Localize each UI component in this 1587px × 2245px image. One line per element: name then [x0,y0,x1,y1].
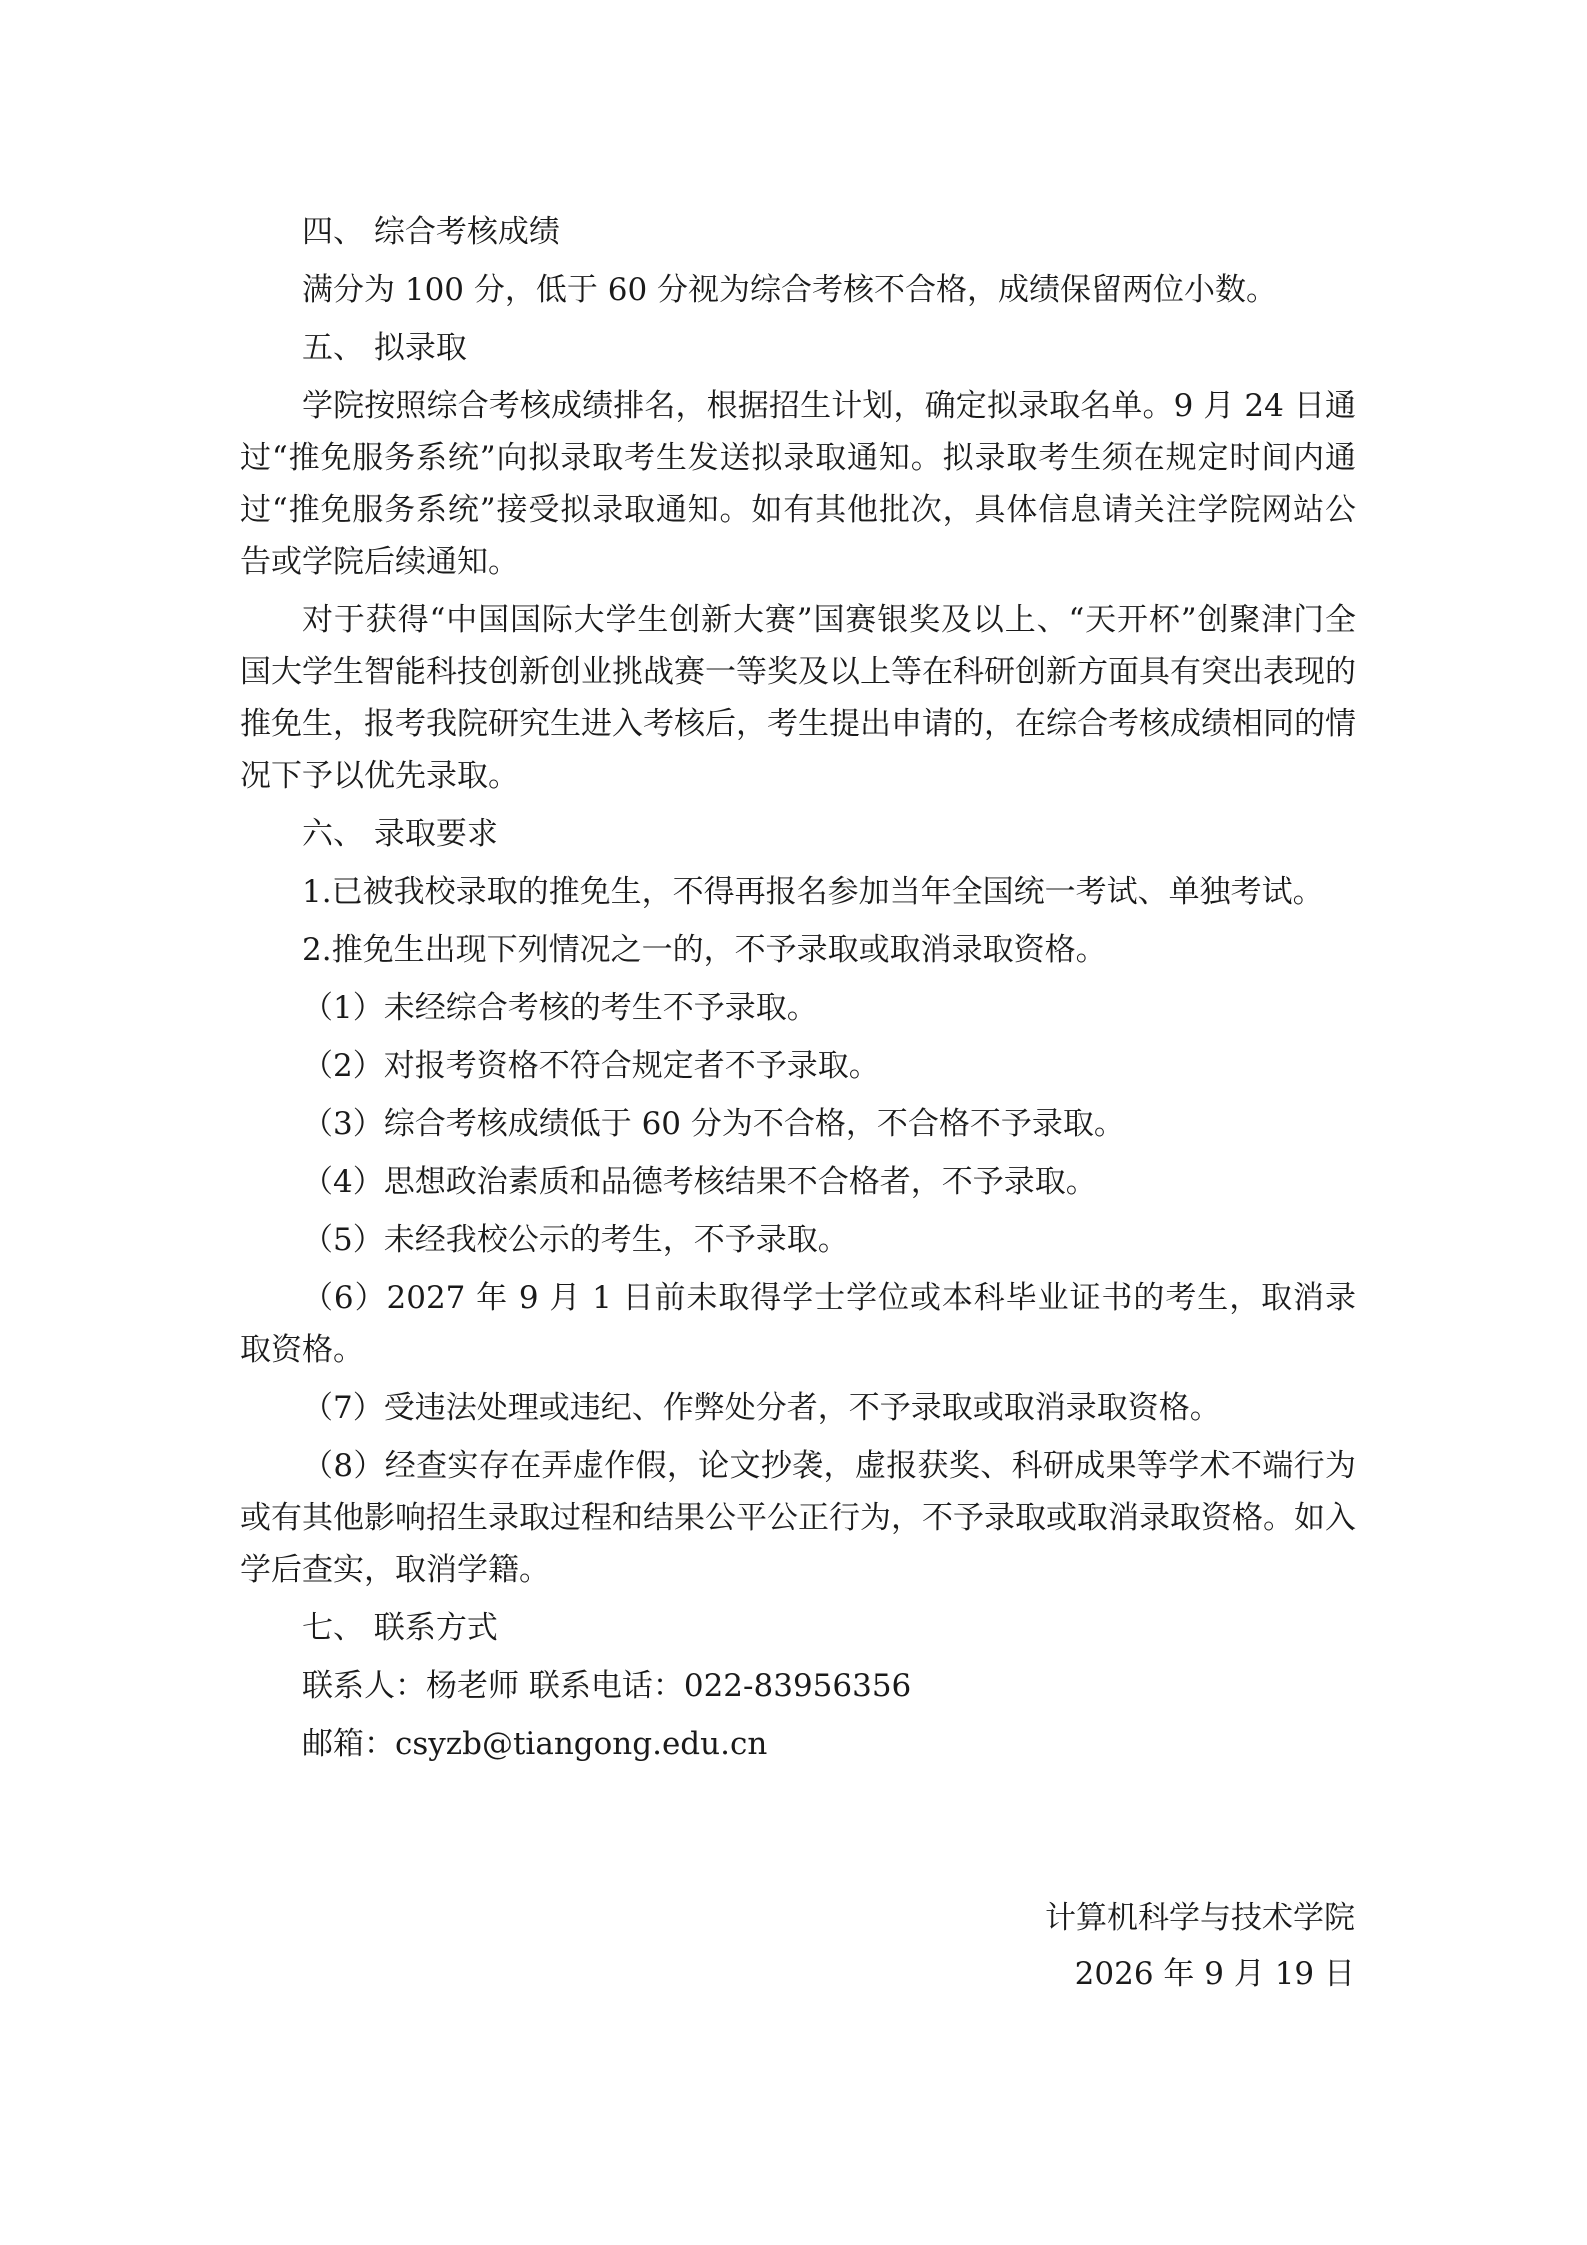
email-line: 邮箱：csyzb@tiangong.edu.cn [302,1726,768,1762]
section-5-paragraph-2: 对于获得“中国国际大学生创新大赛”国赛银奖及以上、“天开杯”创聚津门全国大学生智能科技创新创业挑战赛一等奖及以上等在科研创新方面具有突出表现的推免生，报考我院研究生进入考核后，考生提出申请的，在综合考核成绩相同的情况下予以优先录取。 [240,602,1356,794]
section-6-sub-8: （8）经查实存在弄虚作假，论文抄袭，虚报获奖、科研成果等学术不端行为或有其他影响招生录取过程和结果公平公正行为，不予录取或取消录取资格。如入学后查实，取消学籍。 [240,1448,1356,1588]
signature-organization: 计算机科学与技术学院 [1045,1900,1355,1936]
section-4-text: 满分为 100 分，低于 60 分视为综合考核不合格，成绩保留两位小数。 [302,272,1278,308]
section-6-item-2: 2.推免生出现下列情况之一的，不予录取或取消录取资格。 [302,932,1107,968]
section-6-sub-6: （6）2027 年 9 月 1 日前未取得学士学位或本科毕业证书的考生，取消录取资格。 [240,1280,1356,1368]
section-6-sub-4: （4）思想政治素质和品德考核结果不合格者，不予录取。 [302,1164,1097,1200]
section-6-sub-1: （1）未经综合考核的考生不予录取。 [302,990,818,1026]
section-6-item-1: 1.已被我校录取的推免生，不得再报名参加当年全国统一考试、单独考试。 [302,874,1324,910]
contact-line: 联系人：杨老师 联系电话：022-83956356 [302,1668,912,1704]
section-6-sub-7: （7）受违法处理或违纪、作弊处分者，不予录取或取消录取资格。 [302,1390,1221,1426]
section-6-sub-2: （2）对报考资格不符合规定者不予录取。 [302,1048,880,1084]
signature-block [1045,1890,1355,2002]
section-6-sub-5: （5）未经我校公示的考生，不予录取。 [302,1222,849,1258]
section-4-heading: 四、 综合考核成绩 [302,214,560,250]
section-6-sub-3: （3）综合考核成绩低于 60 分为不合格，不合格不予录取。 [302,1106,1125,1142]
section-5-paragraph-1: 学院按照综合考核成绩排名，根据招生计划，确定拟录取名单。9 月 24 日通过“推免服务系统”向拟录取考生发送拟录取通知。拟录取考生须在规定时间内通过“推免服务系统”接受拟录取通知。如有其他批次，具体信息请关注学院网站公告或学院后续通知。 [240,388,1356,580]
document-body [240,206,1356,1770]
section-5-heading: 五、 拟录取 [302,330,467,366]
signature-date: 2026 年 9 月 19 日 [1074,1956,1355,1992]
section-6-heading: 六、 录取要求 [302,816,498,852]
section-7-heading: 七、 联系方式 [302,1610,498,1646]
